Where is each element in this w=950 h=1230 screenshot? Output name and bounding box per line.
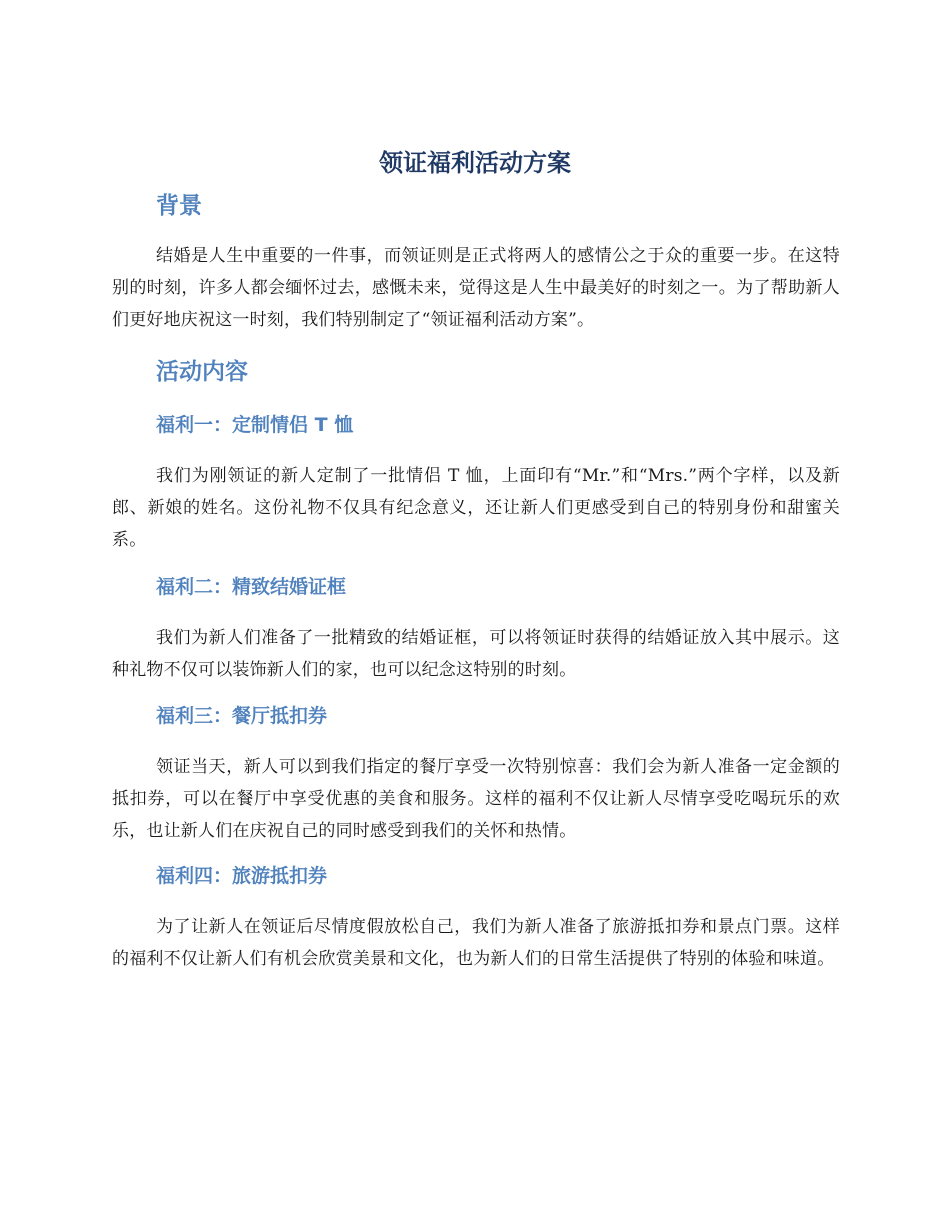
benefit-heading-2: 福利二：精致结婚证框 (156, 576, 347, 598)
benefit-paragraph-1: 我们为刚领证的新人定制了一批情侣 T 恤，上面印有“Mr.”和“Mrs.”两个字样，以及新郎、新娘的姓名。这份礼物不仅具有纪念意义，还让新人们更感受到自己的特别身份和甜蜜关系。 (112, 466, 840, 550)
paragraph-background: 结婚是人生中重要的一件事，而领证则是正式将两人的感情公之于众的重要一步。在这特别的时刻，许多人都会缅怀过去，感慨未来，觉得这是人生中最美好的时刻之一。为了帮助新人们更好地庆祝这一时刻，我们特别制定了“领证福利活动方案”。 (112, 246, 840, 330)
section-heading-background: 背景 (156, 193, 202, 219)
section-heading-activity: 活动内容 (156, 359, 248, 385)
benefit-paragraph-3: 领证当天，新人可以到我们指定的餐厅享受一次特别惊喜：我们会为新人准备一定金额的抵扣券，可以在餐厅中享受优惠的美食和服务。这样的福利不仅让新人尽情享受吃喝玩乐的欢乐，也让新人们在庆祝自己的同时感受到我们的关怀和热情。 (112, 757, 840, 841)
benefit-heading-4: 福利四：旅游抵扣券 (156, 865, 328, 887)
benefit-paragraph-2: 我们为新人们准备了一批精致的结婚证框，可以将领证时获得的结婚证放入其中展示。这种礼物不仅可以装饰新人们的家，也可以纪念这特别的时刻。 (112, 628, 840, 680)
benefit-heading-3: 福利三：餐厅抵扣券 (156, 705, 328, 727)
document-title: 领证福利活动方案 (379, 149, 571, 177)
benefit-heading-1: 福利一：定制情侣 T 恤 (156, 414, 354, 436)
benefit-paragraph-4: 为了让新人在领证后尽情度假放松自己，我们为新人准备了旅游抵扣券和景点门票。这样的福利不仅让新人们有机会欣赏美景和文化，也为新人们的日常生活提供了特别的体验和味道。 (112, 917, 840, 969)
